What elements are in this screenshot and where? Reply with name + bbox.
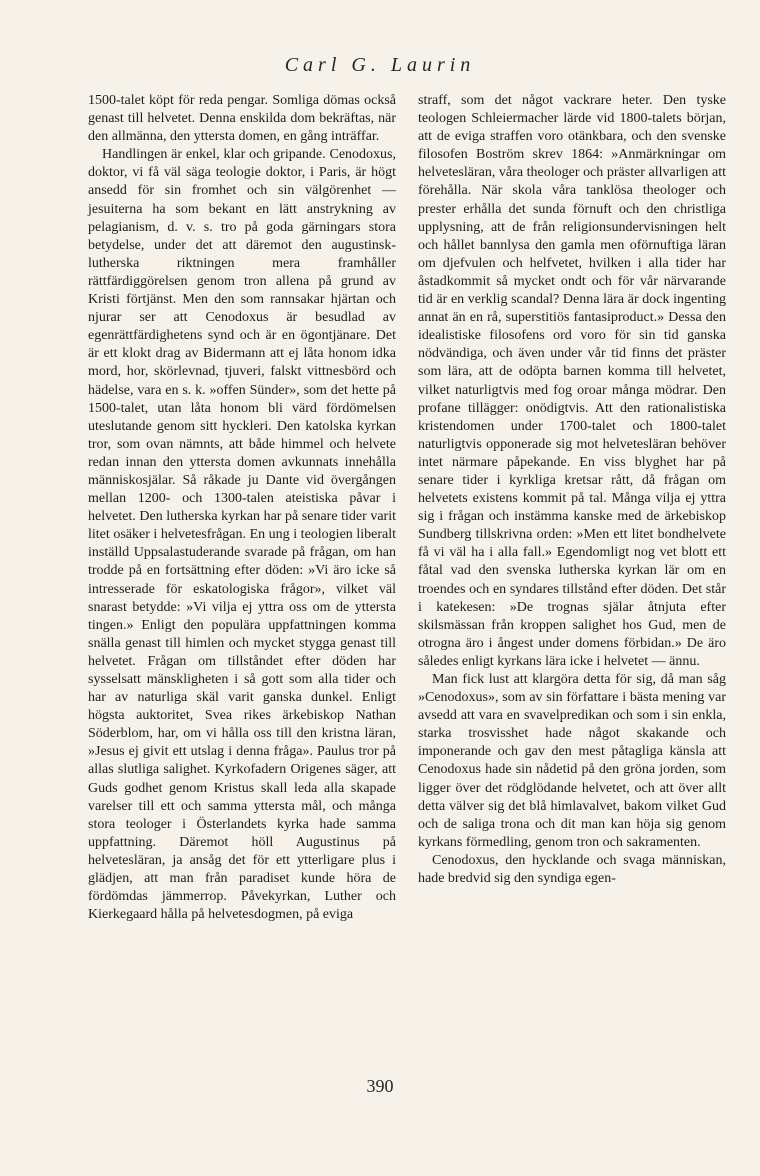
right-column xyxy=(418,92,726,888)
left-column xyxy=(88,92,396,924)
left-paragraph-2: Handlingen är enkel, klar och gripande. Cenodoxus, doktor, vi få väl säga teologie doktor, i Paris, är högt ansedd för sin fromhet och sin välgörenhet — jesuiterna ha som bekant en lätt anstrykning av pelagianism, d. v. s. tro på goda gärningars stora betydelse, under det att däremot den augustinsk-lutherska riktningen mera framhåller rättfärdiggörelsen genom tron allena på grund av Kristi förtjänst. Men den som rannsakar hjärtan och njurar ser att Cenodoxus är besudlad av egenrättfärdighetens synd och är en ögontjänare. Det är ett klokt drag av Bidermann att ej låta honom idka mord, hor, skörlevnad, tjuveri, falskt vittnesbörd och hädelse, vara en s. k. »offen Sünder», som det hette på 1500-talet, utan låta honom bli värd fördömelsen uteslutande genom sitt hyckleri. Den katolska kyrkan tror, som ovan nämnts, att både himmel och helvete redan innan den yttersta domen avkunnats innehålla människosjälar. Så råkade ju Dante vid övergången mellan 1200- och 1300-talen ateistiska påvar i helvetet. Den lutherska kyrkan har på senare tider varit litet osäker i helvetesfrågan. En ung i teologien liberalt inställd Uppsalastuderande svarade på frågan, om han trodde på en fortsättning efter döden: »Vi äro icke så intresserade för eskatologiska frågor», vilket väl snarast betydde: »Vi vilja ej yttra oss om de yttersta tingen.» Enligt den populära uppfattningen komma snälla genast till himlen och mycket stygga genast till helvetet. Frågan om tillståndet efter döden har sysselsatt mänskligheten i så gott som alla tider och har av naturliga skäl varit ganska dunkel. Enligt högsta auktoritet, Svea rikes ärkebiskop Nathan Söderblom, har, om vi hålla oss till den kristna läran, »Jesus ej givit ett utslag i denna fråga». Paulus tror på allas slutliga salighet. Kyrkofadern Origenes säger, att Guds godhet genom Kristus skall leda alla skapade varelser till ett och samma yttersta mål, och många stora teologer i Österlandets kyrka hade samma uppfattning. Däremot höll Augustinus på helvetesläran, ja ansåg det för ett ytterligare plus i glädjen, att man från paradiset kunde höra de fördömdas jämmerrop. Påvekyrkan, Luther och Kierkegaard hålla på helvetesdogmen, på eviga xyxy=(88,147,396,923)
page-number: 390 xyxy=(366,1076,394,1096)
right-paragraph-2: Man fick lust att klargöra detta för sig, då man såg »Cenodoxus», som av sin författare i bästa mening var avsedd att vara en svavelpredikan och som i sin enkla, starka trosvisshet hade något skakande och imponerande och gav den mest påtagliga känsla att Cenodoxus hade sin nådetid på den gröna jorden, som ligger över det rödglödande helvetet, och att över allt detta välver sig det blå himlavalvet, bakom vilket Gud och de saliga trona och dit man kan höja sig genom kyrkans förmedling, genom tron och sakramenten. xyxy=(418,672,726,850)
running-header: Carl G. Laurin xyxy=(284,54,476,76)
right-paragraph-1: straff, som det något vackrare heter. Den tyske teologen Schleiermacher lärde vid 1800-talets början, att de eviga straffen voro otänkbara, och den svenske filosofen Boström skrev 1864: »Anmärkningar om helvetesläran, våra theologer och präster allvarligen att förehålla. När skola våra tanklösa theologer och prester erhålla det sunda förnuft och den christliga upplysning, att de från religionsundervisningen helt och hållet bannlysa den gamla men oförnuftiga läran om djefvulen och helfvetet, hvilken i alla tider har åstadkommit så mycket ondt och för vår närvarande tid är en verklig scandal? Denna lära är dock ingenting annat än en rå, superstitiös fantasiproduct.» Dessa den idealistiske filosofens ord voro för sin tid ganska nödvändiga, och även under vår tid finns det präster som lära, att de odöpta barnen komma till helvetet, vilket naturligtvis med fog oroar många mödrar. Den profane tillägger: onödigtvis. Att den rationalistiska kristendomen under 1700-talet och 1800-talet naturligtvis opponerade sig mot helvetesläran behöver intet närmare påpekande. En viss blyghet har på senare tider i kyrkliga kretsar rått, då frågan om helvetets existens kommit på tal. Många vilja ej yttra sig i frågan och instämma kanske med de ärkebiskop Sundberg tillskrivna orden: »Men ett litet bondhelvete få vi väl ha i alla fall.» Egendomligt nog vet blott ett fåtal vad den svenska lutherska kyrkan lär om en troendes och en syndares tillstånd efter döden. Det står i katekesen: »De trognas själar åtnjuta efter skilsmässan från kroppen salighet hos Gud, men de otrogna äro i ångest under domens förbidan.» De äro således enligt kyrkans lära icke i helvetet — ännu. xyxy=(418,93,726,669)
right-paragraph-3: Cenodoxus, den hycklande och svaga människan, hade bredvid sig den syndiga egen- xyxy=(418,852,726,887)
left-paragraph-1: 1500-talet köpt för reda pengar. Somliga dömas också genast till helvetet. Denna enskilda dom bekräftas, när den allmänna, den yttersta domen, en gång inträffar. xyxy=(88,93,396,145)
